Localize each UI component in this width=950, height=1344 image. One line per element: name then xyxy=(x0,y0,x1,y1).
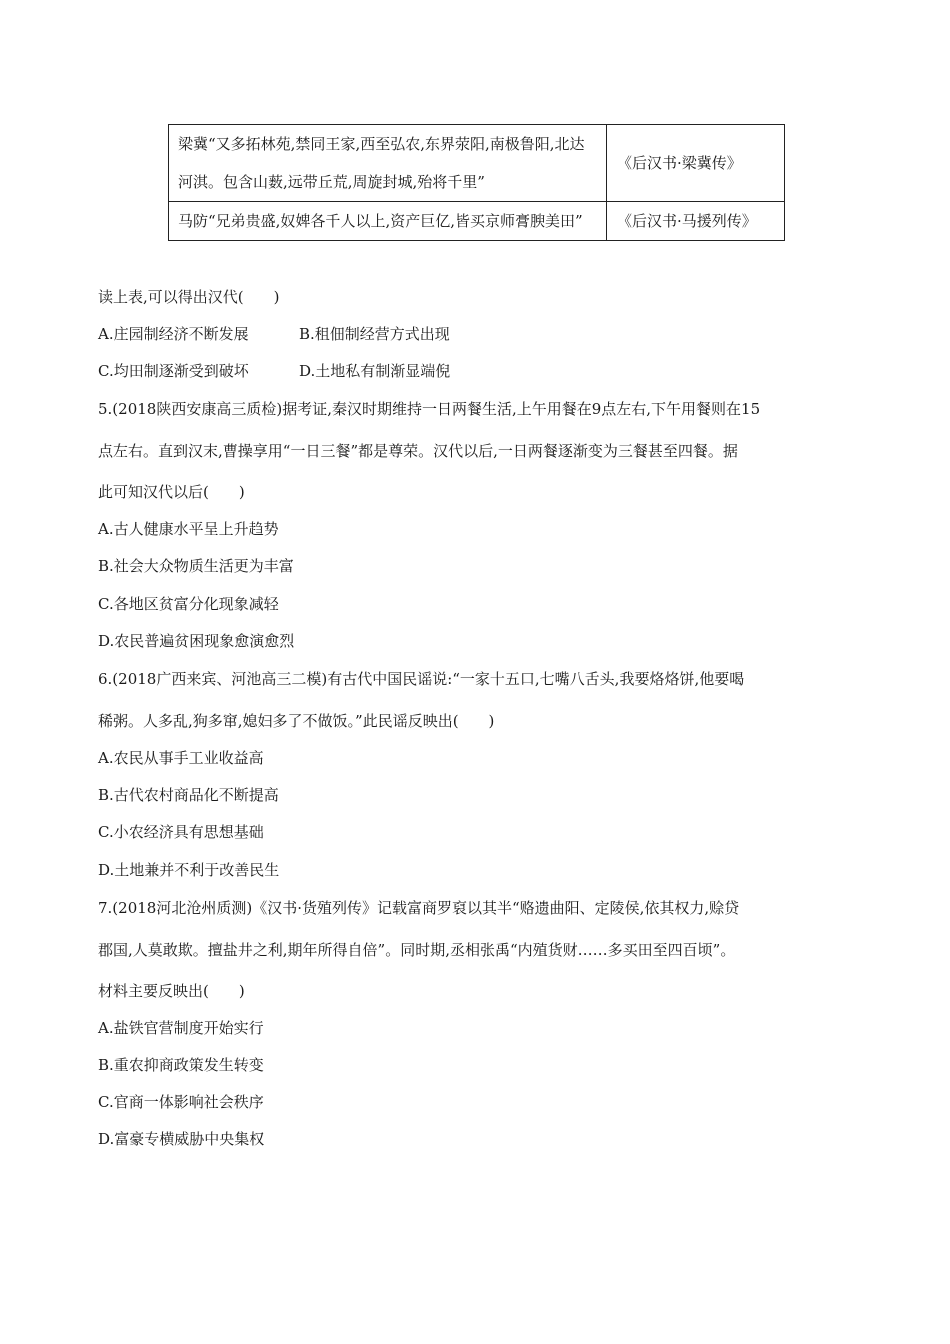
option-b[interactable]: B.古代农村商品化不断提高 xyxy=(98,786,279,804)
option-b[interactable]: B.社会大众物质生活更为丰富 xyxy=(98,557,294,575)
option-d[interactable]: D.土地私有制渐显端倪 xyxy=(299,362,451,380)
option-c[interactable]: C.小农经济具有思想基础 xyxy=(98,823,264,841)
option-a[interactable]: A.盐铁官营制度开始实行 xyxy=(98,1019,264,1037)
question-4-options-row-2 xyxy=(98,360,451,381)
question-5-stem-line: 此可知汉代以后( ) xyxy=(98,483,245,501)
question-5-stem-line: 点左右。直到汉末,曹操享用“一日三餐”都是尊荣。汉代以后,一日两餐逐渐变为三餐甚至四餐。据 xyxy=(98,442,738,460)
option-b[interactable]: B.租佃制经营方式出现 xyxy=(299,325,450,343)
table-cell-source: 《后汉书·马援列传》 xyxy=(607,202,785,241)
question-4-options-row-1 xyxy=(98,323,450,344)
source-table xyxy=(168,124,785,241)
option-d[interactable]: D.农民普遍贫困现象愈演愈烈 xyxy=(98,632,295,650)
question-7-stem-line: 7.(2018河北沧州质测)《汉书·货殖列传》记载富商罗裒以其半“赂遗曲阳、定陵侯,依其权力,赊贷 xyxy=(98,899,740,917)
option-a[interactable]: A.农民从事手工业收益高 xyxy=(98,749,264,767)
table-row xyxy=(169,202,785,241)
option-d[interactable]: D.土地兼并不利于改善民生 xyxy=(98,861,280,879)
option-a[interactable]: A.庄园制经济不断发展 xyxy=(98,325,249,343)
question-4-stem: 读上表,可以得出汉代( ) xyxy=(98,288,280,306)
question-7-stem-line: 郡国,人莫敢欺。擅盐井之利,期年所得自倍”。同时期,丞相张禹“内殖货财……多买田至四百顷”。 xyxy=(98,941,736,959)
question-5-stem-line: 5.(2018陕西安康高三质检)据考证,秦汉时期维持一日两餐生活,上午用餐在9点左右,下午用餐则在15 xyxy=(98,400,761,418)
question-6-stem-line: 6.(2018广西来宾、河池高三二模)有古代中国民谣说:“一家十五口,七嘴八舌头,我要烙烙饼,他要喝 xyxy=(98,670,745,688)
option-c[interactable]: C.各地区贫富分化现象减轻 xyxy=(98,595,279,613)
option-b[interactable]: B.重农抑商政策发生转变 xyxy=(98,1056,264,1074)
table-row xyxy=(169,125,785,202)
option-d[interactable]: D.富豪专横威胁中央集权 xyxy=(98,1130,265,1148)
table-cell-source: 《后汉书·梁冀传》 xyxy=(607,125,785,202)
question-7-stem-line: 材料主要反映出( ) xyxy=(98,982,245,1000)
option-c[interactable]: C.官商一体影响社会秩序 xyxy=(98,1093,264,1111)
table-cell-quote: 马防“兄弟贵盛,奴婢各千人以上,资产巨亿,皆买京师膏腴美田” xyxy=(169,202,607,241)
question-6-stem-line: 稀粥。人多乱,狗多窜,媳妇多了不做饭。”此民谣反映出( ) xyxy=(98,712,495,730)
table-cell-quote: 梁冀“又多拓林苑,禁同王家,西至弘农,东界荥阳,南极鲁阳,北达河淇。包含山薮,远带丘荒,周旋封城,殆将千里” xyxy=(169,125,607,202)
option-a[interactable]: A.古人健康水平呈上升趋势 xyxy=(98,520,279,538)
option-c[interactable]: C.均田制逐渐受到破坏 xyxy=(98,362,249,380)
